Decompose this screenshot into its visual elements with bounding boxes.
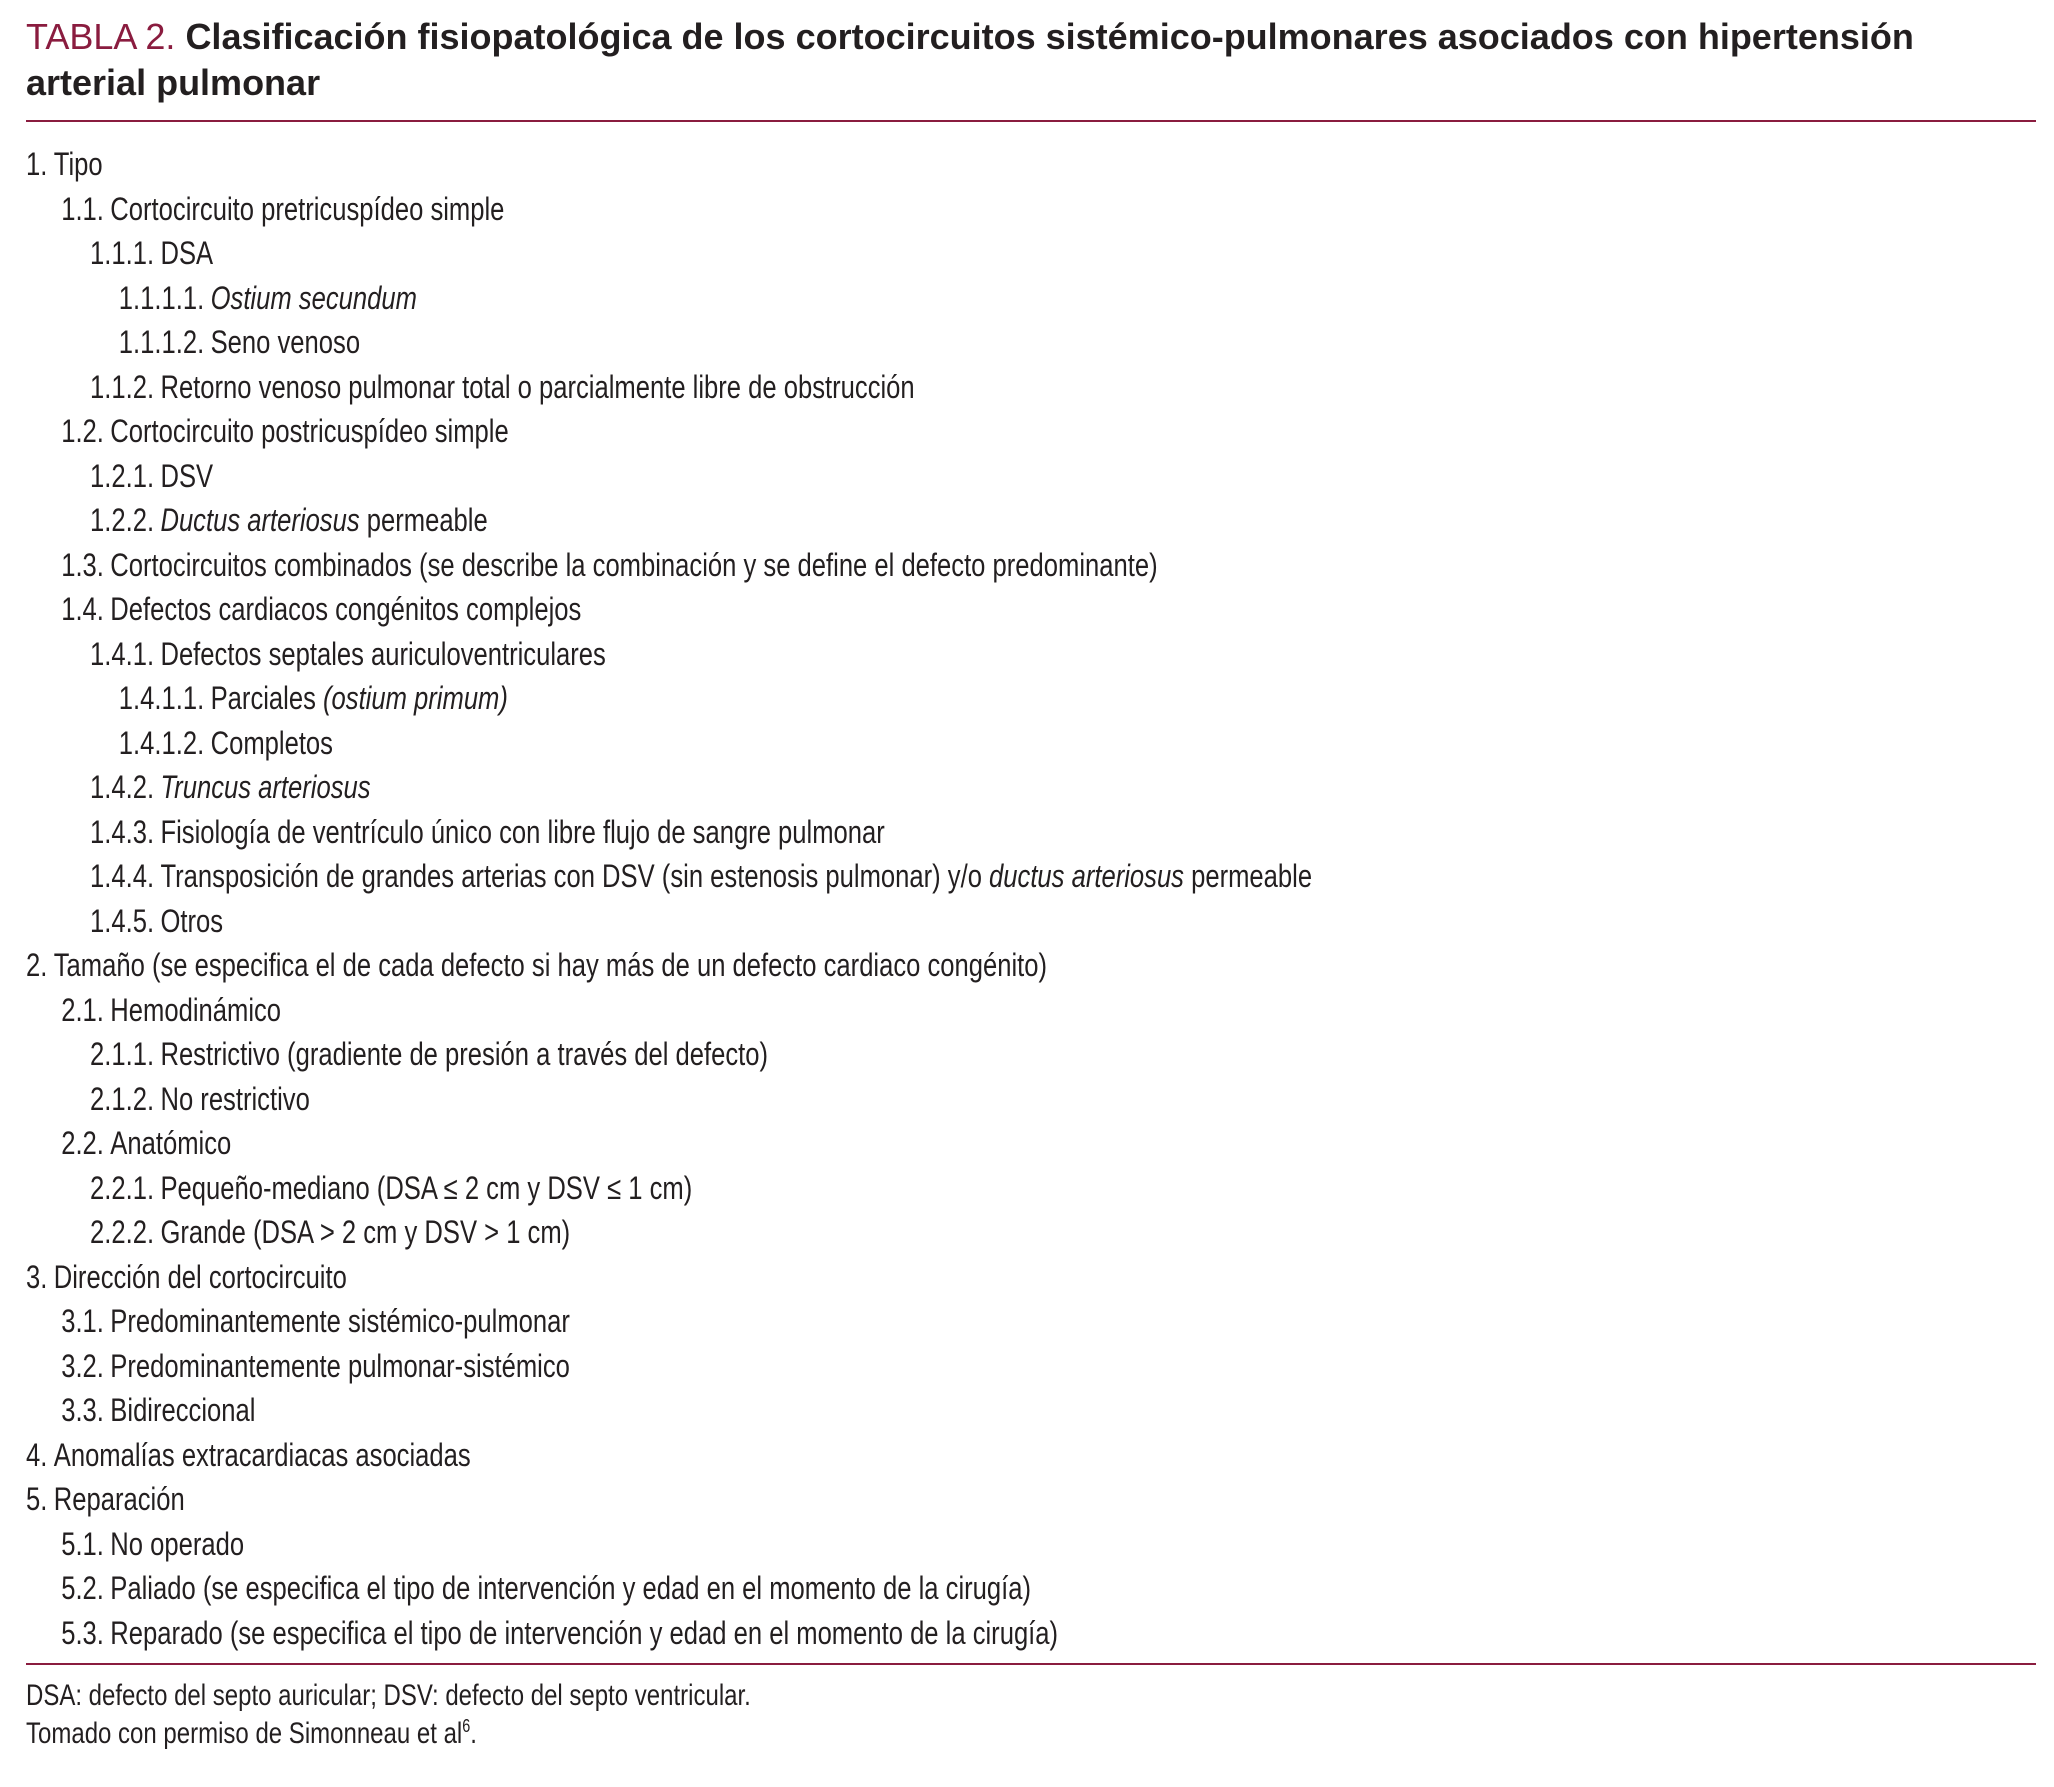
list-item (26, 1611, 1634, 1656)
item-number: 1.4.5. (90, 902, 155, 939)
item-number: 1.3. (61, 546, 104, 583)
item-text: Anomalías extracardiacas asociadas (53, 1436, 471, 1473)
table-footnotes (26, 1677, 2036, 1753)
item-number: 1.4.2. (90, 769, 155, 805)
item-number: 3.1. (61, 1303, 104, 1339)
list-item (26, 1344, 1634, 1389)
item-text: No restrictivo (160, 1080, 310, 1117)
source-note (26, 1715, 1634, 1753)
item-number: 1.4.1. (90, 635, 155, 672)
abbreviations-note: DSA: defecto del septo auricular; DSV: defecto del septo ventricular. (26, 1679, 751, 1712)
item-number: 1.4. (61, 591, 104, 627)
list-item (26, 988, 1634, 1033)
item-number: 1.2.2. (90, 502, 155, 538)
item-number: 5.1. (61, 1525, 104, 1562)
list-item (26, 409, 1634, 454)
item-text: Reparado (se especifica el tipo de intervención y edad en el momento de la cirugía) (110, 1614, 1059, 1651)
item-number: 1.4.1.1. (118, 680, 205, 716)
bottom-divider (26, 1663, 2036, 1665)
list-item (26, 632, 1634, 677)
item-text-after: permeable (1191, 858, 1313, 894)
list-item (26, 899, 1634, 944)
list-item (26, 142, 1634, 187)
item-number: 3.3. (61, 1392, 104, 1428)
item-text: Grande (DSA > 2 cm y DSV > 1 cm) (160, 1214, 571, 1250)
source-reference: 6 (462, 1716, 471, 1736)
item-text: Truncus arteriosus (160, 769, 371, 805)
item-text: Tamaño (se especifica el de cada defecto si hay más de un defecto cardiaco congénito) (53, 947, 1048, 983)
item-text: Predominantemente pulmonar-sistémico (110, 1347, 570, 1384)
list-item (26, 1388, 1634, 1433)
list-item (26, 1566, 1634, 1611)
item-number: 1.1.1. (90, 235, 155, 271)
item-text-before: Parciales (210, 680, 316, 716)
item-number: 2.2.1. (90, 1169, 155, 1206)
item-text: Predominantemente sistémico-pulmonar (110, 1303, 570, 1339)
item-number: 2.1. (61, 991, 104, 1028)
list-item (26, 810, 1634, 855)
item-text: Tipo (53, 146, 103, 182)
list-item (26, 187, 1634, 232)
item-text-after: permeable (366, 502, 488, 538)
list-item (26, 676, 1634, 721)
item-text-italic: ductus arteriosus (989, 858, 1184, 894)
item-text: No operado (110, 1525, 245, 1562)
list-item (26, 1477, 1634, 1522)
item-number: 2. (26, 947, 48, 983)
item-number: 2.2. (61, 1125, 104, 1161)
item-number: 5.2. (61, 1570, 104, 1606)
item-text: Restrictivo (gradiente de presión a través del defecto) (160, 1036, 769, 1072)
item-number: 1.1.1.2. (118, 324, 205, 360)
list-item (26, 543, 1634, 588)
list-item (26, 1032, 1634, 1077)
list-item (26, 1255, 1634, 1300)
item-number: 2.2.2. (90, 1214, 155, 1250)
list-item (26, 1077, 1634, 1122)
item-number: 1.2. (61, 413, 104, 449)
item-number: 5. (26, 1481, 48, 1517)
item-text: DSA (160, 235, 214, 271)
list-item (26, 454, 1634, 499)
item-number: 4. (26, 1436, 48, 1473)
source-text: Tomado con permiso de Simonneau et al (26, 1717, 463, 1750)
source-end: . (470, 1717, 477, 1750)
item-number: 1.4.1.2. (118, 724, 205, 761)
item-text: Defectos septales auriculoventriculares (160, 635, 606, 672)
item-text: Reparación (53, 1481, 185, 1517)
item-number: 1.1.2. (90, 368, 155, 405)
list-item (26, 276, 1634, 321)
item-text: Cortocircuitos combinados (se describe la combinación y se define el defecto predominante) (110, 546, 1158, 583)
list-item (26, 943, 1634, 988)
table-title-text: Clasificación fisiopatológica de los cortocircuitos sistémico-pulmonares asociados con hipertensión arterial pulmonar (26, 16, 1914, 103)
list-item (26, 1210, 1634, 1255)
item-number: 1.2.1. (90, 457, 155, 494)
item-text: Dirección del cortocircuito (53, 1258, 347, 1295)
item-text: Cortocircuito postricuspídeo simple (110, 413, 509, 449)
item-number: 2.1.2. (90, 1080, 155, 1117)
item-text: Hemodinámico (110, 991, 282, 1028)
item-text: Bidireccional (110, 1392, 256, 1428)
top-divider (26, 120, 2036, 122)
item-text: Anatómico (110, 1125, 232, 1161)
item-text: Seno venoso (210, 324, 361, 360)
item-text-before: Transposición de grandes arterias con DSV (sin estenosis pulmonar) y/o (160, 858, 982, 894)
list-item (26, 854, 1634, 899)
item-text: Retorno venoso pulmonar total o parcialmente libre de obstrucción (160, 368, 915, 405)
classification-list (26, 142, 2036, 1655)
list-item (26, 587, 1634, 632)
list-item (26, 1299, 1634, 1344)
item-text: Defectos cardiacos congénitos complejos (110, 591, 582, 627)
list-item (26, 1522, 1634, 1567)
item-text: Cortocircuito pretricuspídeo simple (110, 190, 505, 227)
item-text: Ostium secundum (210, 279, 417, 316)
item-text: DSV (160, 457, 214, 494)
table-container (26, 14, 2036, 1753)
item-text: Completos (210, 724, 333, 761)
item-number: 5.3. (61, 1614, 104, 1651)
table-title (26, 14, 2036, 106)
item-number: 1.1. (61, 190, 104, 227)
item-number: 1. (26, 146, 48, 182)
item-number: 1.4.3. (90, 813, 155, 850)
item-number: 3. (26, 1258, 48, 1295)
item-number: 1.1.1.1. (118, 279, 205, 316)
item-text: Otros (160, 902, 224, 939)
list-item (26, 1166, 1634, 1211)
item-text: Fisiología de ventrículo único con libre flujo de sangre pulmonar (160, 813, 885, 850)
list-item (26, 1433, 1634, 1478)
list-item (26, 498, 1634, 543)
item-number: 1.4.4. (90, 858, 155, 894)
item-text-italic: (ostium primum) (323, 680, 508, 716)
item-text: Paliado (se especifica el tipo de intervención y edad en el momento de la cirugía) (110, 1570, 1032, 1606)
item-text: Pequeño-mediano (DSA ≤ 2 cm y DSV ≤ 1 cm) (160, 1169, 693, 1206)
list-item (26, 765, 1634, 810)
item-text-italic: Ductus arteriosus (160, 502, 360, 538)
list-item (26, 365, 1634, 410)
list-item (26, 231, 1634, 276)
list-item (26, 1121, 1634, 1166)
list-item (26, 320, 1634, 365)
item-number: 3.2. (61, 1347, 104, 1384)
table-label: TABLA 2. (26, 16, 176, 57)
item-number: 2.1.1. (90, 1036, 155, 1072)
list-item (26, 721, 1634, 766)
